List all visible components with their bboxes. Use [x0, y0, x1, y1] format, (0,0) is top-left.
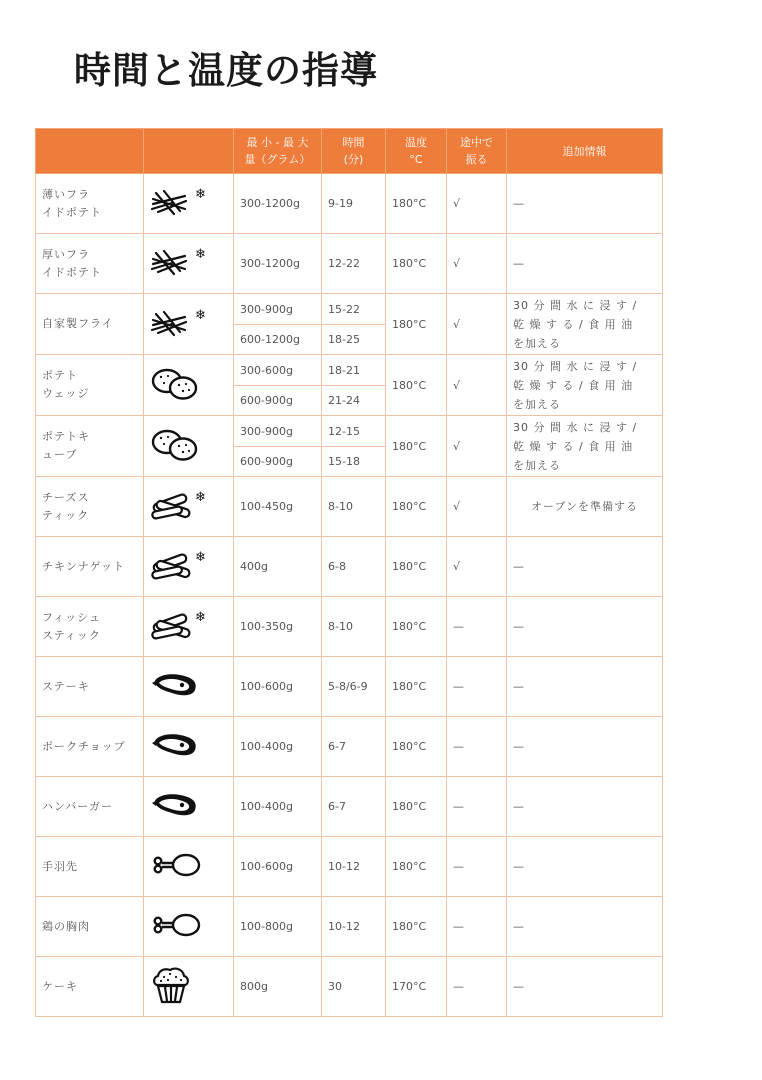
temp-value: 180°C [386, 897, 447, 957]
time-value: 6-7 [322, 717, 386, 777]
table-row [36, 897, 663, 957]
time-value: 12-22 [322, 234, 386, 294]
steak-icon [150, 730, 200, 763]
shake-value: — [447, 777, 507, 837]
amount-value: 300-1200g [234, 174, 322, 234]
shake-value: — [447, 897, 507, 957]
temp-value: 180°C [386, 294, 447, 355]
table-row [36, 537, 663, 597]
time-value: 12-15 [322, 416, 386, 447]
temp-value: 180°C [386, 777, 447, 837]
time-value: 10-12 [322, 897, 386, 957]
amount-value: 100-400g [234, 777, 322, 837]
temp-value: 180°C [386, 657, 447, 717]
info-value: — [507, 174, 663, 234]
snowflake-icon: ❄ [195, 610, 206, 625]
amount-value: 600-900g [234, 447, 322, 477]
table-row [36, 294, 663, 325]
shake-value: — [447, 837, 507, 897]
info-value: 30 分 間 水 に 浸 す / 乾 燥 す る / 食 用 油 を加える [507, 294, 663, 355]
temp-value: 170°C [386, 957, 447, 1017]
amount-value: 300-1200g [234, 234, 322, 294]
fries-icon [150, 187, 194, 220]
snowflake-icon: ❄ [195, 490, 206, 505]
amount-value: 600-1200g [234, 325, 322, 355]
amount-value: 100-450g [234, 477, 322, 537]
info-value: — [507, 957, 663, 1017]
stick-icon [150, 490, 194, 523]
fries-icon [150, 247, 194, 280]
shake-value: √ [447, 294, 507, 355]
time-value: 5-8/6-9 [322, 657, 386, 717]
info-value: — [507, 597, 663, 657]
amount-value: 300-600g [234, 355, 322, 386]
amount-value: 100-600g [234, 657, 322, 717]
snowflake-icon: ❄ [195, 187, 206, 202]
potato-icon [150, 427, 200, 466]
table-row [36, 234, 663, 294]
food-icon-cell [144, 657, 234, 717]
shake-value: √ [447, 234, 507, 294]
food-name: ポークチョップ [36, 717, 144, 777]
fries-icon [150, 308, 194, 341]
info-value: — [507, 717, 663, 777]
stick-icon [150, 550, 194, 583]
food-icon-cell [144, 957, 234, 1017]
header-temp: 温度 °C [386, 129, 447, 174]
food-name: ポテトキ ューブ [36, 416, 144, 477]
food-name: 自家製フライ [36, 294, 144, 355]
table-row [36, 777, 663, 837]
food-name: 手羽先 [36, 837, 144, 897]
food-name: ハンバーガー [36, 777, 144, 837]
snowflake-icon: ❄ [195, 307, 206, 323]
temp-value: 180°C [386, 537, 447, 597]
shake-value: — [447, 657, 507, 717]
food-icon-cell [144, 294, 234, 355]
snowflake-icon: ❄ [195, 247, 206, 262]
food-icon-cell [144, 837, 234, 897]
temp-value: 180°C [386, 837, 447, 897]
food-name: フィッシュ スティック [36, 597, 144, 657]
temp-value: 180°C [386, 416, 447, 477]
food-name: チキンナゲット [36, 537, 144, 597]
amount-value: 300-900g [234, 416, 322, 447]
amount-value: 100-800g [234, 897, 322, 957]
food-icon-cell [144, 597, 234, 657]
amount-value: 400g [234, 537, 322, 597]
temp-value: 180°C [386, 477, 447, 537]
food-name: 厚いフラ イドポテト [36, 234, 144, 294]
table-header-row [36, 129, 663, 174]
info-value: 30 分 間 水 に 浸 す / 乾 燥 す る / 食 用 油 を加える [507, 355, 663, 416]
shake-value: √ [447, 174, 507, 234]
cooking-guide-table [35, 128, 663, 1017]
time-value: 15-18 [322, 447, 386, 477]
food-icon-cell [144, 477, 234, 537]
temp-value: 180°C [386, 717, 447, 777]
time-value: 30 [322, 957, 386, 1017]
temp-value: 180°C [386, 355, 447, 416]
info-value: — [507, 657, 663, 717]
time-value: 8-10 [322, 597, 386, 657]
table-row [36, 717, 663, 777]
table-row [36, 657, 663, 717]
steak-icon [150, 790, 200, 823]
info-value: — [507, 777, 663, 837]
table-row [36, 837, 663, 897]
drumstick-icon [150, 851, 202, 882]
info-value: 30 分 間 水 に 浸 す / 乾 燥 す る / 食 用 油 を加える [507, 416, 663, 477]
food-name: チーズス ティック [36, 477, 144, 537]
header-food [36, 129, 144, 174]
steak-icon [150, 670, 200, 703]
food-icon-cell [144, 717, 234, 777]
page-title: 時間と温度の指導 [74, 49, 378, 92]
time-value: 8-10 [322, 477, 386, 537]
amount-value: 100-350g [234, 597, 322, 657]
shake-value: — [447, 597, 507, 657]
info-value: — [507, 234, 663, 294]
shake-value: √ [447, 537, 507, 597]
header-info: 追加情報 [507, 129, 663, 174]
food-icon-cell [144, 355, 234, 416]
temp-value: 180°C [386, 234, 447, 294]
potato-icon [150, 366, 200, 405]
shake-value: — [447, 717, 507, 777]
info-value: — [507, 837, 663, 897]
time-value: 18-25 [322, 325, 386, 355]
amount-value: 600-900g [234, 386, 322, 416]
info-value: — [507, 537, 663, 597]
info-value: オーブンを準備する [507, 477, 663, 537]
table-row [36, 477, 663, 537]
snowflake-icon: ❄ [195, 550, 206, 565]
time-value: 6-8 [322, 537, 386, 597]
header-time: 時間 (分) [322, 129, 386, 174]
food-icon-cell [144, 897, 234, 957]
amount-value: 100-400g [234, 717, 322, 777]
amount-value: 800g [234, 957, 322, 1017]
food-name: 鶏の胸肉 [36, 897, 144, 957]
table-row [36, 174, 663, 234]
shake-value: √ [447, 416, 507, 477]
food-icon-cell [144, 537, 234, 597]
header-amount: 最 小 - 最 大 量（グラム） [234, 129, 322, 174]
time-value: 15-22 [322, 294, 386, 325]
food-name: ポテト ウェッジ [36, 355, 144, 416]
food-icon-cell [144, 777, 234, 837]
table-row [36, 416, 663, 447]
shake-value: √ [447, 355, 507, 416]
header-icon [144, 129, 234, 174]
time-value: 9-19 [322, 174, 386, 234]
time-value: 10-12 [322, 837, 386, 897]
time-value: 6-7 [322, 777, 386, 837]
header-shake: 途中で 振る [447, 129, 507, 174]
shake-value: — [447, 957, 507, 1017]
shake-value: √ [447, 477, 507, 537]
amount-value: 100-600g [234, 837, 322, 897]
time-value: 21-24 [322, 386, 386, 416]
drumstick-icon [150, 911, 202, 942]
table-row [36, 957, 663, 1017]
info-value: — [507, 897, 663, 957]
food-icon-cell [144, 174, 234, 234]
food-name: ケーキ [36, 957, 144, 1017]
table-row [36, 355, 663, 386]
amount-value: 300-900g [234, 294, 322, 325]
muffin-icon [150, 965, 192, 1008]
temp-value: 180°C [386, 597, 447, 657]
food-icon-cell [144, 416, 234, 477]
food-name: ステーキ [36, 657, 144, 717]
food-icon-cell [144, 234, 234, 294]
time-value: 18-21 [322, 355, 386, 386]
temp-value: 180°C [386, 174, 447, 234]
stick-icon [150, 610, 194, 643]
food-name: 薄いフラ イドポテト [36, 174, 144, 234]
table-row [36, 597, 663, 657]
